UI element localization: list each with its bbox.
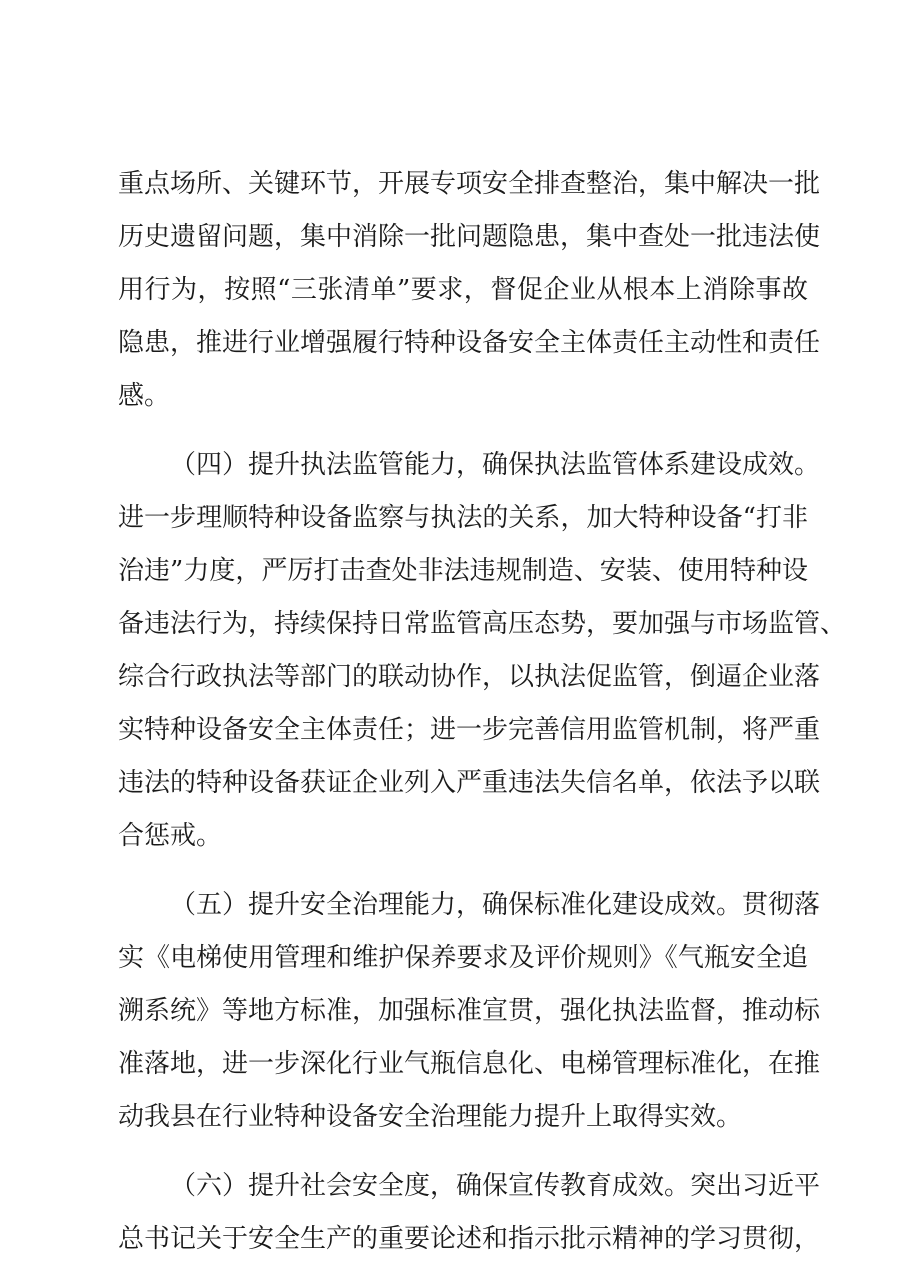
section-heading-line: （五）提升安全治理能力，确保标准化建设成效。贯彻落: [170, 890, 821, 920]
text-line: 进一步理顺特种设备监察与执法的关系，加大特种设备“打非: [118, 503, 808, 533]
document-body: [118, 158, 847, 1266]
text-line: 总书记关于安全生产的重要论述和指示批示精神的学习贯彻，: [118, 1224, 821, 1254]
text-line: 违法的特种设备获证企业列入严重违法失信名单，依法予以联: [118, 768, 821, 798]
text-line: 感。: [118, 381, 171, 411]
section-heading-line: （四）提升执法监管能力，确保执法监管体系建设成效。: [170, 450, 821, 480]
text-line: 综合行政执法等部门的联动协作，以执法促监管，倒逼企业落: [118, 662, 821, 692]
paragraph-section-4: [118, 439, 847, 863]
text-line: 备违法行为，持续保持日常监管高压态势，要加强与市场监管、: [118, 609, 847, 639]
text-line: 治违”力度，严厉打击查处非法违规制造、安装、使用特种设: [118, 556, 808, 586]
paragraph-gap: [118, 1144, 808, 1160]
text-line: 用行为，按照“三张清单”要求，督促企业从根本上消除事故: [118, 275, 808, 305]
paragraph-section-5: [118, 879, 821, 1144]
text-line: 合惩戒。: [118, 821, 223, 851]
paragraph-gap: [118, 423, 808, 439]
paragraph-section-6: [118, 1160, 821, 1266]
text-line: 实《电梯使用管理和维护保养要求及评价规则》《气瓶安全追: [118, 943, 808, 973]
paragraph-gap: [118, 863, 808, 879]
text-line: 准落地，进一步深化行业气瓶信息化、电梯管理标准化，在推: [118, 1049, 821, 1079]
text-line: 重点场所、关键环节，开展专项安全排查整治，集中解决一批: [118, 169, 821, 199]
text-line: 动我县在行业特种设备安全治理能力提升上取得实效。: [118, 1102, 743, 1132]
paragraph-continued: [118, 158, 821, 423]
text-line: 历史遗留问题，集中消除一批问题隐患，集中查处一批违法使: [118, 222, 821, 252]
text-line: 实特种设备安全主体责任；进一步完善信用监管机制，将严重: [118, 715, 821, 745]
text-line: 溯系统》等地方标准，加强标准宣贯，强化执法监督，推动标: [118, 996, 821, 1026]
section-heading-line: （六）提升社会安全度，确保宣传教育成效。突出习近平: [170, 1171, 821, 1201]
text-line: 隐患，推进行业增强履行特种设备安全主体责任主动性和责任: [118, 328, 821, 358]
